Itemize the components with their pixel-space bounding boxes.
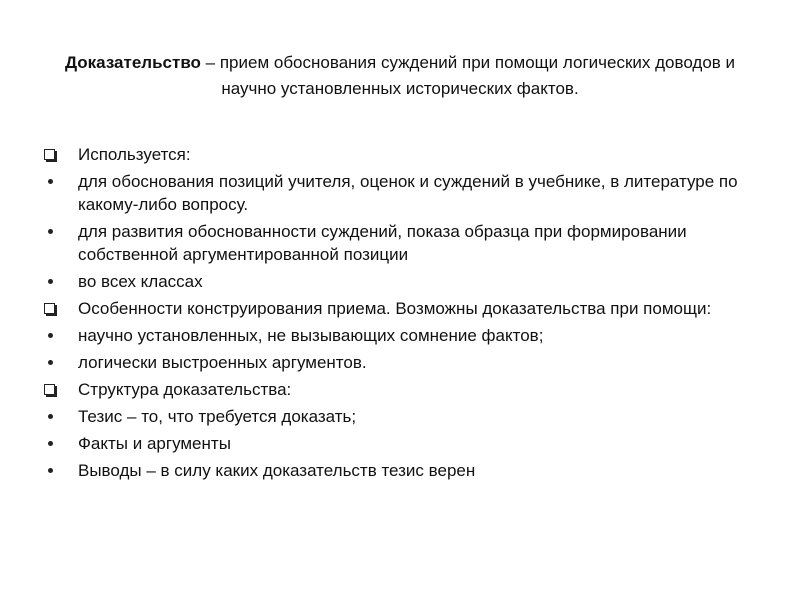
list-item [38, 351, 758, 374]
bullet-dot-icon [48, 441, 53, 446]
slide-title [40, 50, 760, 102]
list-item-text: логически выстроенных аргументов. [78, 353, 367, 372]
list-item [38, 143, 758, 166]
list-item-text: Тезис – то, что требуется доказать; [78, 407, 357, 426]
list-item-text: Особенности конструирования приема. Возможны доказательства при помощи: [78, 299, 712, 318]
bullet-dot-icon [48, 179, 53, 184]
list-item [38, 297, 758, 320]
list-item-text: Используется: [78, 145, 191, 164]
list-item [38, 220, 758, 266]
list-item-text: Факты и аргументы [78, 434, 231, 453]
list-item [38, 378, 758, 401]
bullet-dot-icon [48, 414, 53, 419]
list-item-text: Выводы – в силу каких доказательств тезис верен [78, 461, 476, 480]
bullet-dot-icon [48, 360, 53, 365]
bullet-dot-icon [48, 229, 53, 234]
list-item [38, 405, 758, 428]
checkbox-square-icon [44, 303, 55, 314]
list-item-text: во всех классах [78, 272, 203, 291]
list-item-text: для обоснования позиций учителя, оценок и суждений в учебнике, в литературе по какому-либо вопросу. [78, 172, 738, 214]
bullet-dot-icon [48, 468, 53, 473]
list-item [38, 432, 758, 455]
list-item-text: для развития обоснованности суждений, показа образца при формировании собственной аргументированной позиции [78, 222, 687, 264]
list-item [38, 459, 758, 482]
content-list [38, 143, 758, 486]
list-item-text: научно установленных, не вызывающих сомнение фактов; [78, 326, 544, 345]
list-item [38, 170, 758, 216]
checkbox-square-icon [44, 384, 55, 395]
title-definition: – прием обоснования суждений при помощи логических доводов и научно установленных исторических фактов. [200, 53, 736, 98]
list-item-text: Структура доказательства: [78, 380, 292, 399]
bullet-dot-icon [48, 279, 53, 284]
checkbox-square-icon [44, 149, 55, 160]
bullet-dot-icon [48, 333, 53, 338]
title-term: Доказательство [64, 53, 201, 72]
list-item [38, 270, 758, 293]
list-item [38, 324, 758, 347]
